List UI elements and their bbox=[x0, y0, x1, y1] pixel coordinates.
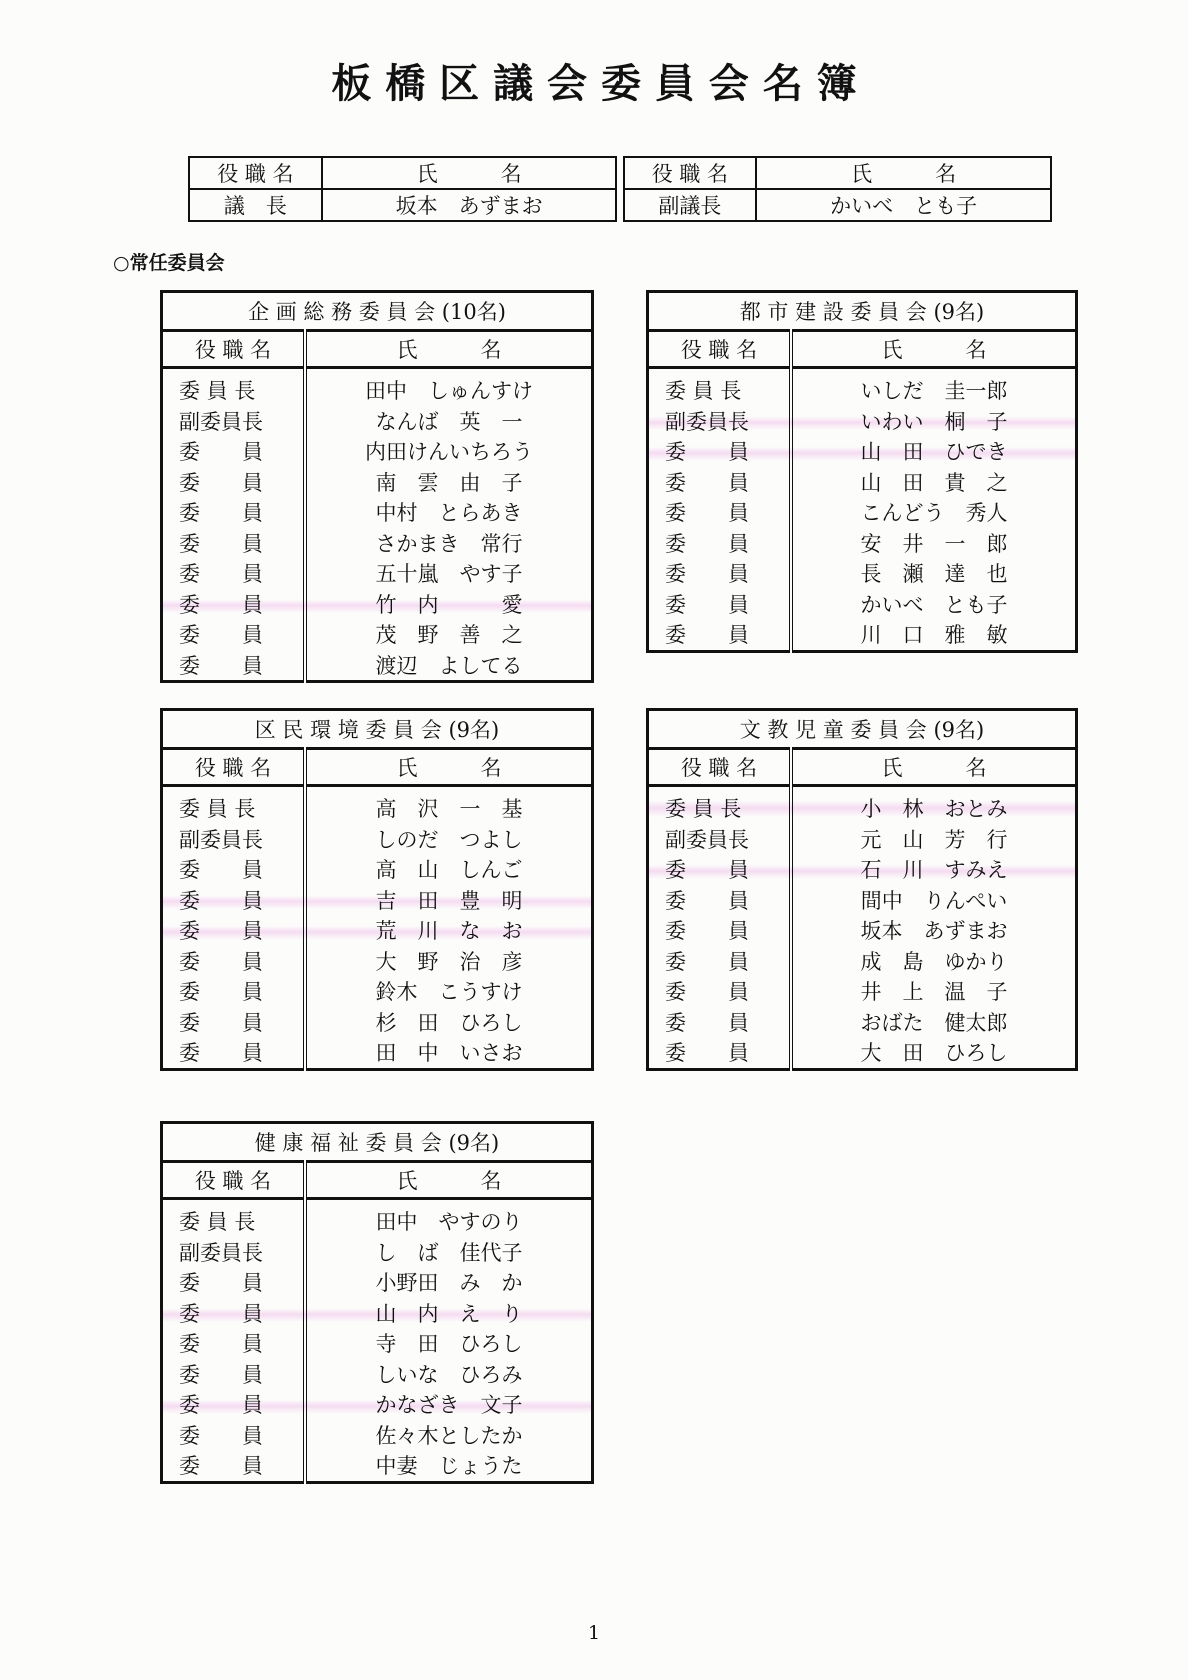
member-role: 委 員 bbox=[162, 558, 306, 589]
member-role: 委 員 bbox=[162, 885, 306, 916]
role-header: 役 職 名 bbox=[162, 1162, 306, 1199]
member-role: 委 員 bbox=[648, 976, 792, 1007]
committee-table bbox=[646, 290, 1078, 653]
member-row bbox=[162, 619, 593, 650]
member-row bbox=[162, 1450, 593, 1482]
member-role: 委 員 bbox=[162, 589, 306, 620]
member-role: 委 員 bbox=[162, 1328, 306, 1359]
role-header: 役 職 名 bbox=[162, 331, 306, 368]
member-role: 委 員 bbox=[162, 854, 306, 885]
member-name: 竹 内 愛 bbox=[305, 589, 593, 620]
member-row bbox=[162, 1420, 593, 1451]
member-name: 成 島 ゆかり bbox=[860, 949, 1008, 974]
committee-caption: 健 康 福 祉 委 員 会 (9名) bbox=[162, 1123, 593, 1162]
chair-role: 議 長 bbox=[189, 189, 322, 221]
member-role: 委 員 bbox=[648, 467, 792, 498]
member-role: 副委員長 bbox=[162, 824, 306, 855]
member-name: 中村 とらあき bbox=[375, 501, 523, 526]
name-header: 氏 名 bbox=[791, 749, 1077, 786]
committee-caption-row bbox=[162, 292, 593, 331]
member-row bbox=[162, 1199, 593, 1237]
member-name: 中妻 じょうた bbox=[375, 1454, 523, 1479]
member-role: 副委員長 bbox=[162, 406, 306, 437]
member-name: 田 中 いさお bbox=[375, 1041, 523, 1066]
member-row bbox=[648, 1007, 1077, 1038]
member-name: 山 田 貴 之 bbox=[860, 470, 1008, 495]
member-row bbox=[648, 368, 1077, 406]
member-name: 渡辺 よしてる bbox=[375, 653, 523, 678]
page-number: 1 bbox=[587, 1622, 601, 1644]
member-row bbox=[162, 436, 593, 467]
member-role: 委 員 bbox=[648, 528, 792, 559]
member-role: 委 員 bbox=[648, 619, 792, 651]
member-row bbox=[162, 915, 593, 946]
member-role: 委 員 bbox=[162, 1359, 306, 1390]
member-row bbox=[162, 1328, 593, 1359]
member-name: し ば 佳代子 bbox=[375, 1240, 523, 1265]
member-name: 山 内 え り bbox=[305, 1298, 593, 1329]
role-header: 役 職 名 bbox=[189, 157, 322, 189]
member-name: 安 井 一 郎 bbox=[860, 531, 1008, 556]
member-name: 鈴木 こうすけ bbox=[375, 980, 523, 1005]
member-name: 高 山 しんご bbox=[375, 858, 523, 883]
name-header: 氏 名 bbox=[305, 1162, 593, 1199]
committee-caption: 企 画 総 務 委 員 会 (10名) bbox=[162, 292, 593, 331]
member-name: 坂本 あずまお bbox=[860, 919, 1008, 944]
committee-caption-row bbox=[648, 710, 1077, 749]
member-row bbox=[162, 589, 593, 620]
member-role: 委 員 bbox=[162, 1298, 306, 1329]
member-row bbox=[162, 467, 593, 498]
member-role: 委 員 bbox=[162, 1420, 306, 1451]
member-name: 田中 しゅんすけ bbox=[365, 379, 533, 404]
name-header: 氏 名 bbox=[791, 331, 1077, 368]
role-header: 役 職 名 bbox=[648, 331, 792, 368]
committee-header-row bbox=[648, 749, 1077, 786]
member-name: 寺 田 ひろし bbox=[375, 1332, 523, 1357]
member-row bbox=[162, 946, 593, 977]
committee-caption-row bbox=[162, 710, 593, 749]
member-name: いわい 桐 子 bbox=[791, 406, 1077, 437]
member-row bbox=[648, 824, 1077, 855]
member-role: 副委員長 bbox=[648, 824, 792, 855]
member-row bbox=[162, 1267, 593, 1298]
member-role: 委 員 bbox=[162, 467, 306, 498]
member-row bbox=[648, 558, 1077, 589]
member-name: 石 川 すみえ bbox=[791, 854, 1077, 885]
member-name: 五十嵐 やす子 bbox=[375, 562, 523, 587]
member-name: かいべ とも子 bbox=[860, 592, 1008, 617]
committee-table bbox=[646, 708, 1078, 1071]
member-name: なんば 英 一 bbox=[375, 409, 523, 434]
role-header: 役 職 名 bbox=[648, 749, 792, 786]
member-row bbox=[162, 854, 593, 885]
member-name: 大 野 治 彦 bbox=[375, 949, 523, 974]
member-row bbox=[162, 497, 593, 528]
member-role: 委 員 bbox=[162, 1389, 306, 1420]
committee-caption: 文 教 児 童 委 員 会 (9名) bbox=[648, 710, 1077, 749]
member-row bbox=[162, 824, 593, 855]
member-role: 委 員 bbox=[162, 528, 306, 559]
member-name: 大 田 ひろし bbox=[860, 1041, 1008, 1066]
member-role: 委 員 bbox=[648, 1007, 792, 1038]
member-row bbox=[162, 1359, 593, 1390]
member-row bbox=[162, 1237, 593, 1268]
member-role: 委 員 bbox=[162, 650, 306, 682]
member-row bbox=[648, 1037, 1077, 1069]
member-row bbox=[648, 619, 1077, 651]
name-header: 氏 名 bbox=[756, 157, 1051, 189]
committee-header-row bbox=[162, 749, 593, 786]
member-row bbox=[162, 558, 593, 589]
member-name: 山 田 ひでき bbox=[791, 436, 1077, 467]
member-row bbox=[162, 528, 593, 559]
member-row bbox=[162, 786, 593, 824]
member-row bbox=[162, 885, 593, 916]
member-role: 副委員長 bbox=[162, 1237, 306, 1268]
section-heading: ○常任委員会 bbox=[113, 252, 225, 274]
member-role: 委 員 bbox=[648, 1037, 792, 1069]
member-role: 委 員 bbox=[162, 915, 306, 946]
member-role: 委 員 bbox=[162, 436, 306, 467]
member-row bbox=[648, 528, 1077, 559]
committee-header-row bbox=[162, 331, 593, 368]
member-row bbox=[162, 1037, 593, 1069]
member-row bbox=[648, 589, 1077, 620]
member-row bbox=[162, 406, 593, 437]
member-name: しいな ひろみ bbox=[375, 1362, 523, 1387]
officers-header-row bbox=[189, 157, 1051, 189]
member-row bbox=[162, 976, 593, 1007]
committee-header-row bbox=[648, 331, 1077, 368]
member-name: 内田けんいちろう bbox=[365, 440, 533, 465]
member-row bbox=[648, 406, 1077, 437]
member-role: 委 員 bbox=[162, 1007, 306, 1038]
member-row bbox=[648, 497, 1077, 528]
committee-caption-row bbox=[162, 1123, 593, 1162]
member-row bbox=[648, 976, 1077, 1007]
member-role: 委 員 長 bbox=[162, 1199, 306, 1237]
officers-row bbox=[189, 189, 1051, 221]
member-role: 委 員 bbox=[648, 854, 792, 885]
member-name: おばた 健太郎 bbox=[860, 1010, 1008, 1035]
member-name: 井 上 温 子 bbox=[860, 980, 1008, 1005]
committee-table bbox=[160, 1121, 594, 1484]
member-role: 委 員 bbox=[162, 619, 306, 650]
committee-table bbox=[160, 290, 594, 683]
committee-caption: 都 市 建 設 委 員 会 (9名) bbox=[648, 292, 1077, 331]
name-header: 氏 名 bbox=[305, 749, 593, 786]
member-row bbox=[648, 854, 1077, 885]
member-name: 荒 川 な お bbox=[305, 915, 593, 946]
name-header: 氏 名 bbox=[322, 157, 617, 189]
member-row bbox=[648, 467, 1077, 498]
member-name: 長 瀬 達 也 bbox=[860, 562, 1008, 587]
member-role: 委 員 長 bbox=[162, 786, 306, 824]
vice-chair-name: かいべ とも子 bbox=[756, 189, 1051, 221]
member-name: 佐々木としたか bbox=[375, 1423, 523, 1448]
member-role: 委 員 bbox=[648, 436, 792, 467]
role-header: 役 職 名 bbox=[162, 749, 306, 786]
member-row bbox=[648, 946, 1077, 977]
member-role: 委 員 bbox=[648, 589, 792, 620]
member-role: 委 員 長 bbox=[648, 368, 792, 406]
member-row bbox=[162, 650, 593, 682]
member-name: 田中 やすのり bbox=[375, 1210, 523, 1235]
member-role: 委 員 bbox=[162, 946, 306, 977]
member-role: 委 員 bbox=[162, 1267, 306, 1298]
member-row bbox=[648, 436, 1077, 467]
member-role: 委 員 bbox=[162, 497, 306, 528]
member-role: 委 員 bbox=[648, 558, 792, 589]
member-row bbox=[648, 786, 1077, 824]
member-role: 委 員 長 bbox=[162, 368, 306, 406]
chair-name: 坂本 あずまお bbox=[322, 189, 617, 221]
role-header: 役 職 名 bbox=[624, 157, 757, 189]
member-row bbox=[162, 1007, 593, 1038]
member-role: 委 員 bbox=[648, 915, 792, 946]
member-name: こんどう 秀人 bbox=[860, 501, 1008, 526]
member-name: 小野田 み か bbox=[375, 1271, 523, 1296]
member-name: 小 林 おとみ bbox=[791, 786, 1077, 824]
member-role: 委 員 長 bbox=[648, 786, 792, 824]
member-row bbox=[162, 1298, 593, 1329]
committee-caption-row bbox=[648, 292, 1077, 331]
member-name: 高 沢 一 基 bbox=[375, 797, 523, 822]
member-name: かなざき 文子 bbox=[305, 1389, 593, 1420]
member-name: 吉 田 豊 明 bbox=[305, 885, 593, 916]
member-role: 委 員 bbox=[648, 946, 792, 977]
member-name: さかまき 常行 bbox=[375, 531, 523, 556]
member-name: 元 山 芳 行 bbox=[860, 827, 1008, 852]
member-role: 委 員 bbox=[162, 976, 306, 1007]
member-role: 委 員 bbox=[162, 1450, 306, 1482]
table-gap bbox=[616, 157, 623, 189]
member-row bbox=[648, 885, 1077, 916]
member-role: 副委員長 bbox=[648, 406, 792, 437]
member-row bbox=[162, 368, 593, 406]
committee-table bbox=[160, 708, 594, 1071]
member-name: 杉 田 ひろし bbox=[375, 1010, 523, 1035]
member-role: 委 員 bbox=[648, 497, 792, 528]
table-gap bbox=[616, 189, 623, 221]
name-header: 氏 名 bbox=[305, 331, 593, 368]
member-role: 委 員 bbox=[648, 885, 792, 916]
vice-chair-role: 副議長 bbox=[624, 189, 757, 221]
officers-table bbox=[188, 156, 1052, 222]
committee-caption: 区 民 環 境 委 員 会 (9名) bbox=[162, 710, 593, 749]
member-row bbox=[162, 1389, 593, 1420]
member-name: いしだ 圭一郎 bbox=[860, 379, 1008, 404]
member-name: 南 雲 由 子 bbox=[375, 470, 523, 495]
member-name: しのだ つよし bbox=[375, 827, 523, 852]
committee-header-row bbox=[162, 1162, 593, 1199]
member-name: 川 口 雅 敏 bbox=[860, 623, 1008, 648]
member-name: 茂 野 善 之 bbox=[375, 623, 523, 648]
member-row bbox=[648, 915, 1077, 946]
member-name: 間中 りんぺい bbox=[860, 888, 1008, 913]
page-title: 板 橋 区 議 会 委 員 会 名 簿 bbox=[331, 61, 857, 107]
member-role: 委 員 bbox=[162, 1037, 306, 1069]
